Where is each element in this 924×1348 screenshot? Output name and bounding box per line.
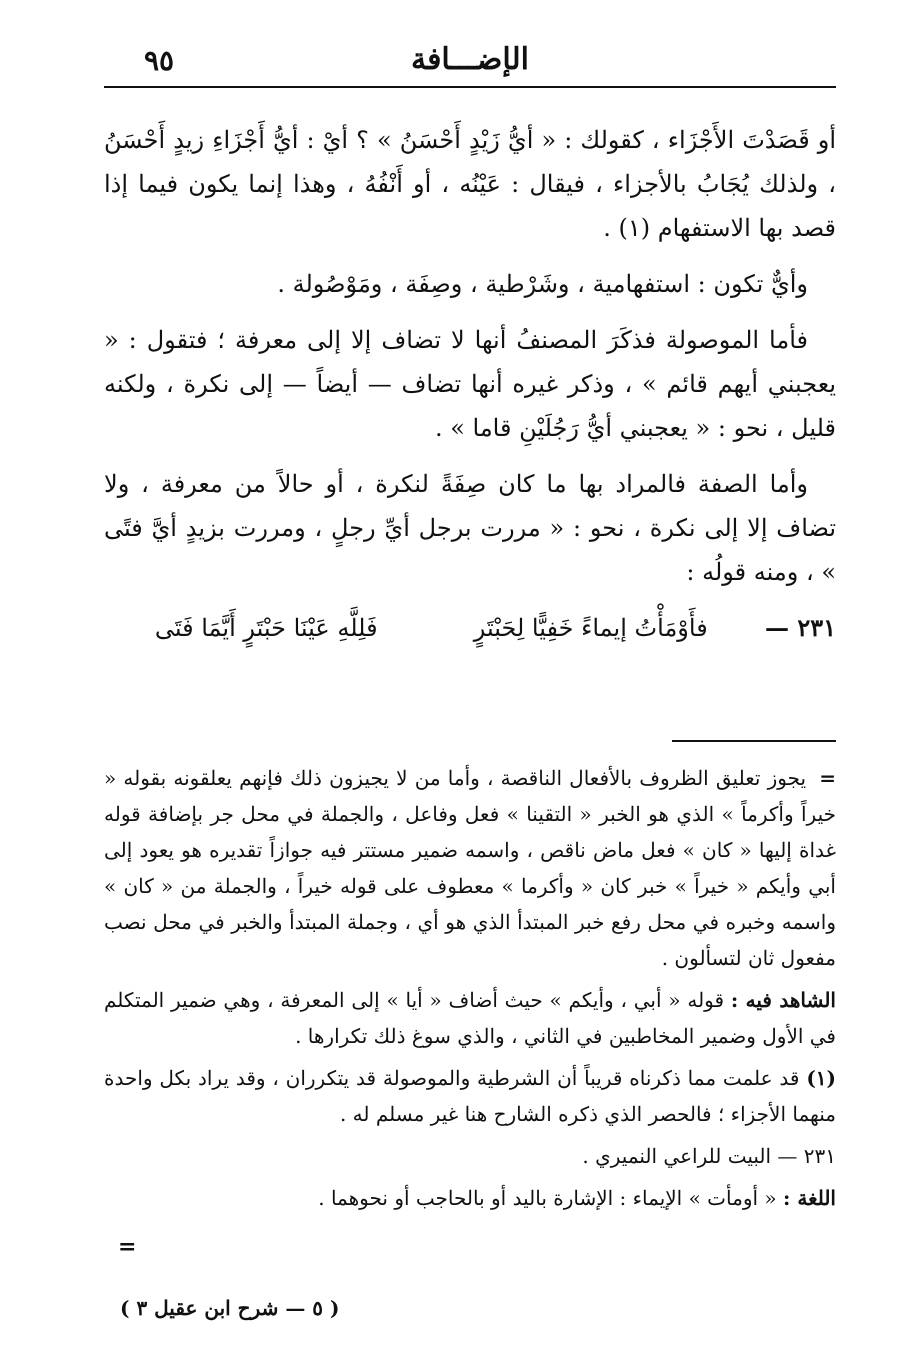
paragraph-2: وأيٌّ تكون : استفهامية ، وشَرْطية ، وصِفَة ، ومَوْصُولة .	[277, 270, 808, 298]
witness-label: الشاهد فيه :	[730, 988, 836, 1012]
footnote-1-marker: (١)	[806, 1066, 836, 1090]
witness-text: قوله « أبي ، وأيكم » حيث أضاف « أيا » إلى المعرفة ، وهي ضمير المتكلم في الأول وضمير المخاطبين في الثاني ، والذي سوغ ذلك تكرارها .	[104, 988, 836, 1048]
footnote-1-text: قد علمت مما ذكرناه قريباً أن الشرطية والموصولة قد يتكرران ، وقد يراد بكل واحدة منهما الأجزاء ؛ فالحصر الذي ذكره الشارح هنا غير مسلم له .	[104, 1066, 836, 1126]
footnote-verse-attribution: ٢٣١ — البيت للراعي النميري .	[582, 1144, 836, 1168]
verse-second-hemistich: فَلِلَّهِ عَيْنَا حَبْتَرٍ أَيَّمَا فَتَى	[154, 614, 378, 642]
paragraph-3: فأما الموصولة فذكَرَ المصنفُ أنها لا تضاف إلا إلى معرفة ؛ فتقول : « يعجبني أيهم قائم » ، وذكر غيره أنها تضاف — أيضاً — إلى نكرة ، ولكنه قليل ، نحو : « يعجبني أيُّ رَجُلَيْنِ قاما » .	[104, 326, 836, 442]
verse-number: ٢٣١ —	[764, 613, 836, 642]
footnotes	[104, 760, 836, 1222]
lexicon-label: اللغة :	[783, 1186, 836, 1210]
paragraph-1: أو قَصَدْتَ الأَجْزَاء ، كقولك : « أيُّ زَيْدٍ أَحْسَنُ » ؟ أيْ : أيُّ أَجْزَاءِ زيدٍ أَحْسَنُ ، ولذلك يُجَابُ بالأجزاء ، فيقال : عَيْنُه ، أو أَنْفُهُ ، وهذا إنما يكون فيما إذا قصد بها الاستفهام (١) .	[104, 126, 836, 242]
page-header	[104, 40, 836, 88]
main-text	[104, 118, 836, 650]
footnote-divider	[672, 740, 836, 742]
footnote-continuation-text: يجوز تعليق الظروف بالأفعال الناقصة ، وأما من لا يجيزون ذلك فإنهم يعلقونه بقوله « خيراً وأكرماً » الذي هو الخبر « التقينا » فعل وفاعل ، والجملة في محل جر بإضافة قوله غداة إليها « كان » فعل ماض ناقص ، واسمه ضمير مستتر فيه جوازاً تقديره هو يعود إلى أبي وأيكم « خيراً » خبر كان « وأكرما » معطوف على قوله خيراً ، والجملة من « كان » واسمه وخبره في محل رفع خبر المبتدأ الذي هو أي ، وجملة المبتدأ والخبر في محل نصب مفعول ثان لتسألون .	[104, 766, 836, 970]
verse-231	[104, 606, 836, 650]
running-title: الإضـــافة	[410, 42, 530, 77]
page-number: ٩٥	[144, 44, 175, 77]
continuation-mark: =	[118, 1234, 137, 1260]
footnote-1	[104, 1060, 836, 1132]
verse-first-hemistich: فأَوْمَأْتُ إيماءً خَفِيًّا لِحَبْتَرٍ	[473, 614, 708, 642]
signature-line: ( ٥ — شرح ابن عقيل ٣ )	[120, 1296, 340, 1320]
lexicon-text: « أومأت » الإيماء : الإشارة باليد أو بالحاجب أو نحوهما .	[318, 1186, 777, 1210]
footnote-witness	[104, 982, 836, 1054]
footnote-lexicon	[104, 1180, 836, 1216]
paragraph-4: وأما الصفة فالمراد بها ما كان صِفَةً لنكرة ، أو حالاً من معرفة ، ولا تضاف إلا إلى نكرة ، نحو : « مررت برجل أيِّ رجلٍ ، ومررت بزيدٍ أيَّ فتًى » ، ومنه قولُه :	[104, 470, 836, 586]
footnote-continuation	[104, 760, 836, 976]
continuation-marker: =	[819, 766, 836, 790]
